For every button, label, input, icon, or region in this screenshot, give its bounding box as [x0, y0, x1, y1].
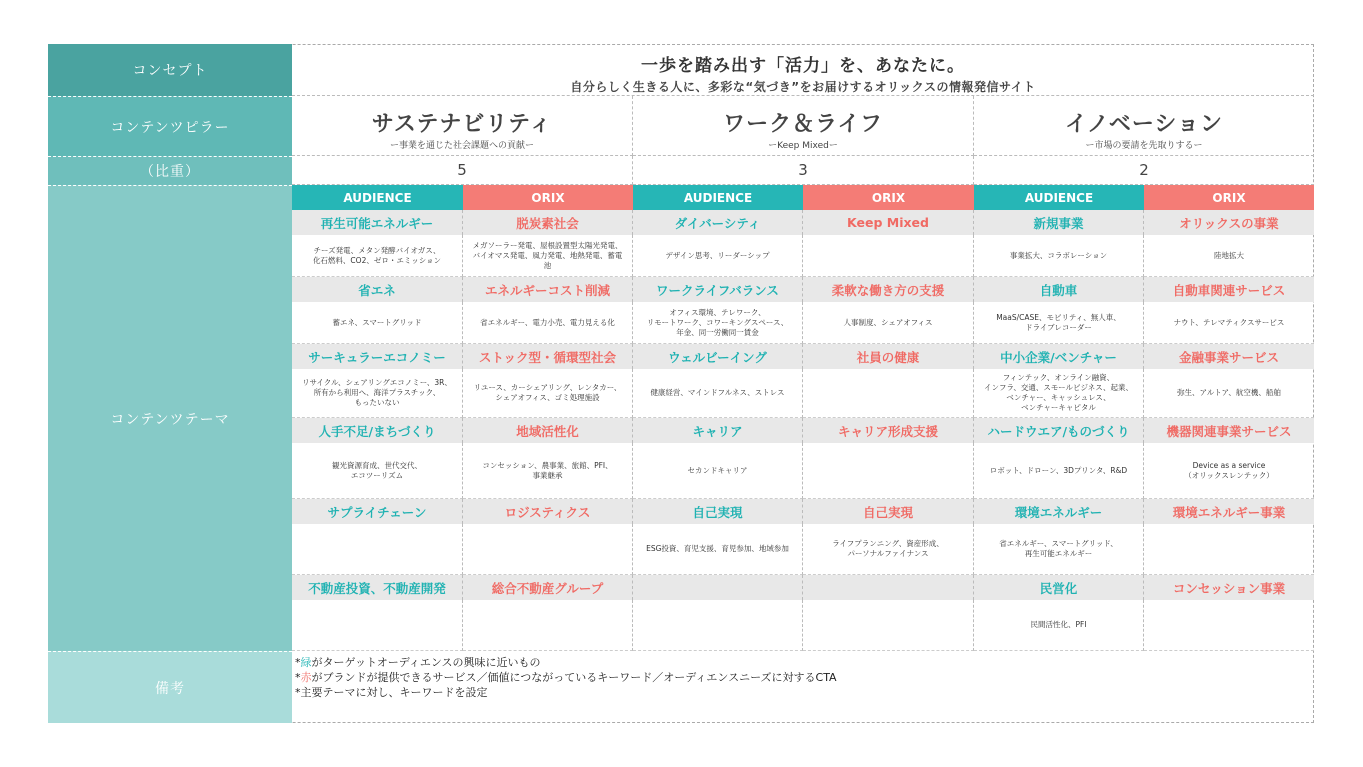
notes-cell	[295, 655, 1310, 719]
theme-cell: 総合不動産グループ	[463, 575, 633, 600]
note-line: *主要テーマに対し、キーワードを設定	[295, 686, 488, 699]
pillar-subtitle: ーKeep Mixedー	[768, 141, 838, 151]
theme-cell: 自動車	[974, 277, 1144, 302]
theme-cell	[803, 575, 974, 600]
keyword-cell	[803, 369, 974, 418]
theme-cell: 民営化	[974, 575, 1144, 600]
keyword-cell	[292, 600, 463, 651]
col-header-orix: ORIX	[1144, 185, 1314, 210]
col-header-orix: ORIX	[803, 185, 974, 210]
keyword-cell	[292, 524, 463, 575]
theme-cell: 再生可能エネルギー	[292, 210, 463, 235]
theme-cell: 脱炭素社会	[463, 210, 633, 235]
weight-value: 2	[974, 156, 1314, 185]
theme-cell: 機器関連事業サービス	[1144, 418, 1314, 443]
theme-cell: 地域活性化	[463, 418, 633, 443]
theme-cell: 省エネ	[292, 277, 463, 302]
keyword-cell	[463, 600, 633, 651]
theme-cell: ウェルビーイング	[633, 344, 803, 369]
theme-cell: エネルギーコスト削減	[463, 277, 633, 302]
theme-cell: Keep Mixed	[803, 210, 974, 235]
keyword-cell: リユース、カーシェアリング、レンタカー、 シェアオフィス、ゴミ処理施設	[463, 369, 633, 418]
pillar-work-life	[633, 96, 974, 156]
keyword-cell: 弥生、アルトア、航空機、船舶	[1144, 369, 1314, 418]
theme-cell: 自動車関連サービス	[1144, 277, 1314, 302]
pillar-subtitle: ー市場の要請を先取りするー	[1085, 141, 1203, 151]
pillar-title: サステナビリティ	[371, 112, 553, 137]
theme-cell	[633, 575, 803, 600]
theme-cell: ワークライフバランス	[633, 277, 803, 302]
keyword-cell: 事業拡大、コラボレーション	[974, 235, 1144, 277]
keyword-cell: 蓄エネ、スマートグリッド	[292, 302, 463, 344]
concept-title: 一歩を踏み出す「活力」を、あなたに。	[641, 56, 965, 76]
keyword-cell: セカンドキャリア	[633, 443, 803, 499]
keyword-cell	[803, 443, 974, 499]
keyword-cell	[1144, 524, 1314, 575]
theme-cell: サーキュラーエコノミー	[292, 344, 463, 369]
theme-cell: ダイバーシティ	[633, 210, 803, 235]
keyword-cell: ESG投資、育児支援、育児参加、地域参加	[633, 524, 803, 575]
theme-cell: 環境エネルギー事業	[1144, 499, 1314, 524]
theme-cell: オリックスの事業	[1144, 210, 1314, 235]
col-header-audience: AUDIENCE	[974, 185, 1144, 210]
note-line: *緑がターゲットオーディエンスの興味に近いもの	[295, 656, 541, 669]
keyword-cell	[1144, 600, 1314, 651]
theme-cell: 金融事業サービス	[1144, 344, 1314, 369]
weight-value: 5	[292, 156, 633, 185]
keyword-cell	[633, 600, 803, 651]
keyword-cell: デザイン思考、リーダーシップ	[633, 235, 803, 277]
keyword-cell: チーズ発電、メタン発酵バイオガス、 化石燃料、CO2、ゼロ・エミッション	[292, 235, 463, 277]
pillar-innovation	[974, 96, 1314, 156]
keyword-cell: リサイクル、シェアリングエコノミー、3R、 所有から利用へ、海洋プラスチック、 もったいない	[292, 369, 463, 418]
theme-cell: ストック型・循環型社会	[463, 344, 633, 369]
theme-cell: ハードウエア/ものづくり	[974, 418, 1144, 443]
weight-label: （比重）	[48, 156, 292, 185]
theme-cell: 環境エネルギー	[974, 499, 1144, 524]
keyword-cell	[803, 600, 974, 651]
theme-cell: 自己実現	[803, 499, 974, 524]
keyword-cell: ライフプランニング、資産形成、 パーソナルファイナンス	[803, 524, 974, 575]
keyword-cell	[803, 235, 974, 277]
theme-cell: コンセッション事業	[1144, 575, 1314, 600]
keyword-cell	[463, 524, 633, 575]
keyword-cell: 陸地拡大	[1144, 235, 1314, 277]
keyword-cell: MaaS/CASE、モビリティ、無人車、 ドライブレコーダー	[974, 302, 1144, 344]
pillar-title: ワーク＆ライフ	[723, 112, 883, 137]
theme-cell: サプライチェーン	[292, 499, 463, 524]
notes-label: 備考	[48, 651, 292, 723]
keyword-cell: 観光資源育成、世代交代、 エコツーリズム	[292, 443, 463, 499]
theme-label: コンテンツテーマ	[48, 185, 292, 651]
pillar-label: コンテンツピラー	[48, 96, 292, 156]
weight-value: 3	[633, 156, 974, 185]
keyword-cell: フィンテック、オンライン融資、 インフラ、交通、スモールビジネス、起業、 ベンチャー、キャッシュレス、 ベンチャーキャピタル	[974, 369, 1144, 418]
theme-cell: 自己実現	[633, 499, 803, 524]
theme-cell: 不動産投資、不動産開発	[292, 575, 463, 600]
theme-cell: 新規事業	[974, 210, 1144, 235]
col-header-orix: ORIX	[463, 185, 633, 210]
col-header-audience: AUDIENCE	[633, 185, 803, 210]
keyword-cell: 省エネルギー、スマートグリッド、 再生可能エネルギー	[974, 524, 1144, 575]
theme-cell: キャリア	[633, 418, 803, 443]
concept-subtitle: 自分らしく生きる人に、多彩な“気づき”をお届けするオリックスの情報発信サイト	[570, 80, 1036, 94]
pillar-subtitle: ー事業を通じた社会課題への貢献ー	[389, 141, 534, 151]
concept-cell	[292, 44, 1314, 96]
keyword-cell: 民間活性化、PFI	[974, 600, 1144, 651]
keyword-cell: ロボット、ドローン、3Dプリンタ、R&D	[974, 443, 1144, 499]
keyword-cell: メガソーラー発電、屋根設置型太陽光発電、 バイオマス発電、風力発電、地熱発電、蓄電池	[463, 235, 633, 277]
theme-cell: ロジスティクス	[463, 499, 633, 524]
col-header-audience: AUDIENCE	[292, 185, 463, 210]
theme-cell: キャリア形成支援	[803, 418, 974, 443]
theme-cell: 社員の健康	[803, 344, 974, 369]
keyword-cell: ナウト、テレマティクスサービス	[1144, 302, 1314, 344]
concept-label: コンセプト	[48, 44, 292, 96]
note-line: *赤がブランドが提供できるサービス／価値につながっているキーワード／オーディエンスニーズに対するCTA	[295, 671, 837, 684]
keyword-cell: コンセッション、農事業、旅館、PFI、 事業継承	[463, 443, 633, 499]
keyword-cell: Device as a service （オリックスレンテック）	[1144, 443, 1314, 499]
theme-cell: 柔軟な働き方の支援	[803, 277, 974, 302]
keyword-cell: 省エネルギー、電力小売、電力見える化	[463, 302, 633, 344]
keyword-cell: 人事制度、シェアオフィス	[803, 302, 974, 344]
theme-cell: 人手不足/まちづくり	[292, 418, 463, 443]
pillar-title: イノベーション	[1065, 112, 1223, 137]
theme-cell: 中小企業/ベンチャー	[974, 344, 1144, 369]
keyword-cell: 健康経営、マインドフルネス、ストレス	[633, 369, 803, 418]
pillar-sustainability	[292, 96, 633, 156]
keyword-cell: オフィス環境、テレワーク、 リモートワーク、コワーキングスペース、 年金、同一労働同一賃金	[633, 302, 803, 344]
